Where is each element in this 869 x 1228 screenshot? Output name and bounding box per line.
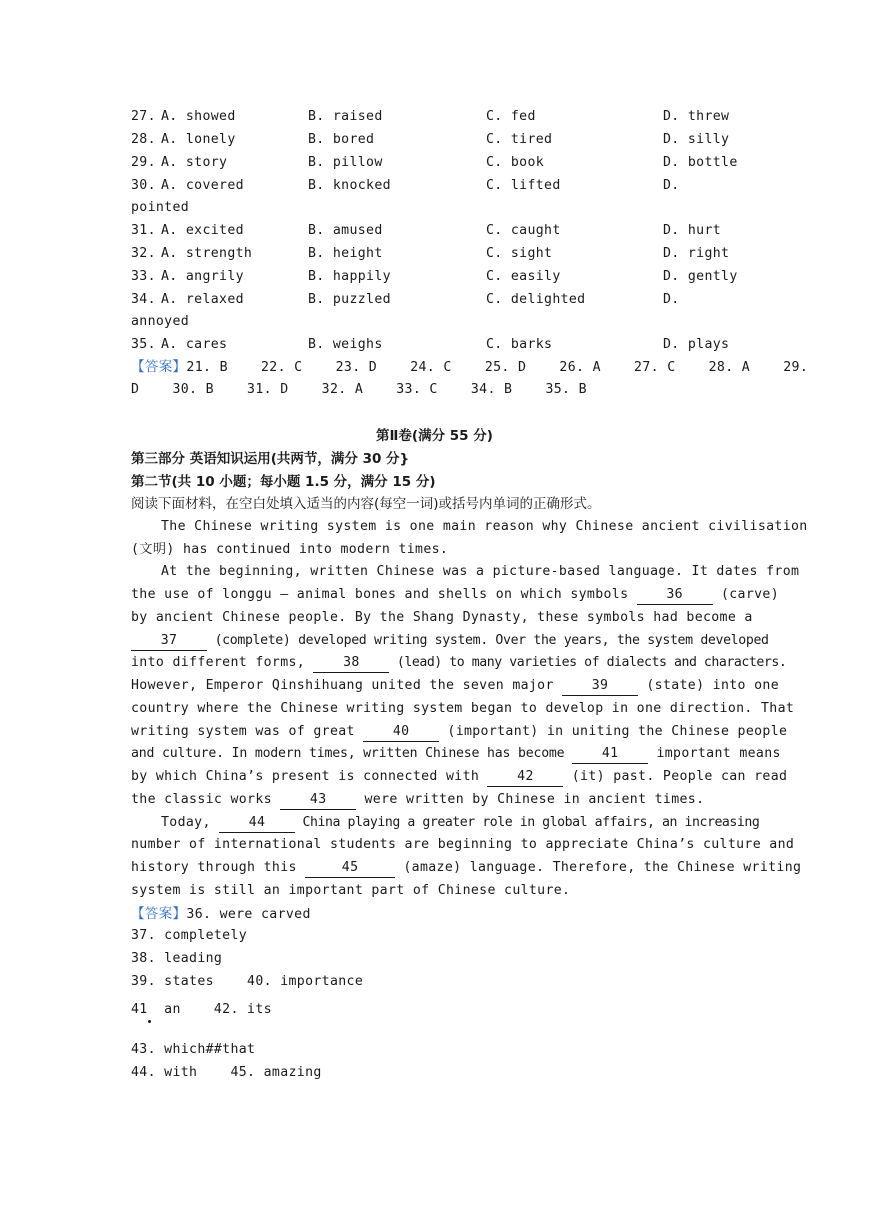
passage-line: by ancient Chinese people. By the Shang Dynasty, these symbols had become a: [131, 610, 753, 625]
passage-line: [131, 744, 781, 764]
answer-keys-1: 21. B 22. C 23. D 24. C 25. D 26. A 27. C 28. A 29.: [186, 360, 809, 375]
passage-text: (carve): [712, 587, 779, 602]
answer-tag: 【答案】: [131, 359, 187, 375]
blank-39[interactable]: 39: [562, 677, 638, 696]
passage-text: history through this: [131, 860, 306, 875]
option-c: C. caught: [486, 223, 561, 238]
section-title: 第Ⅱ卷(满分 55 分): [376, 428, 493, 444]
passage-text: (it) past. People can read: [563, 769, 788, 784]
answer-key: 39. states 40. importance: [131, 974, 364, 989]
passage-text: (complete) developed writing system. Over the years, the system developed: [207, 633, 769, 648]
option-a: A. strength: [161, 246, 253, 261]
answer-line-3: [131, 904, 311, 924]
stray-dot: [148, 1020, 151, 1023]
passage-line: [131, 676, 779, 696]
question-number: 33.: [131, 269, 156, 284]
passage-line: [131, 858, 801, 878]
passage-text: important means: [648, 746, 781, 761]
answer-line-1: [131, 357, 808, 377]
blank-42[interactable]: 42: [487, 768, 563, 787]
question-number: 31.: [131, 223, 156, 238]
question-number: 30.: [131, 178, 156, 193]
question-number: 35.: [131, 337, 156, 352]
question-number: 34.: [131, 292, 156, 307]
answer-key: 37. completely: [131, 928, 248, 943]
answer-key: 43. which##that: [131, 1042, 256, 1057]
passage-line: country where the Chinese writing system began to develop in one direction. That: [131, 701, 795, 716]
blank-44[interactable]: 44: [219, 814, 295, 833]
option-c: C. barks: [486, 337, 553, 352]
option-d-wrap: annoyed: [131, 314, 190, 329]
passage-line: (文明) has continued into modern times.: [131, 542, 449, 557]
option-d: D.: [663, 292, 680, 307]
option-c: C. book: [486, 155, 545, 170]
passage-text: China playing a greater role in global affairs, an increasing: [295, 815, 760, 830]
instruction: 阅读下面材料，在空白处填入适当的内容(每空一词)或括号内单词的正确形式。: [131, 496, 601, 512]
passage-line: [161, 813, 759, 833]
option-c: C. fed: [486, 109, 536, 124]
passage-line: At the beginning, written Chinese was a picture-based language. It dates from: [161, 564, 800, 579]
passage-text: the use of longgu — animal bones and shells on which symbols: [131, 587, 637, 602]
passage-line: The Chinese writing system is one main reason why Chinese ancient civilisation: [161, 519, 808, 534]
option-d: D. bottle: [663, 155, 738, 170]
option-b: B. puzzled: [308, 292, 391, 307]
blank-45[interactable]: 45: [305, 859, 395, 878]
answer-tag: 【答案】: [131, 906, 187, 922]
option-d: D.: [663, 178, 680, 193]
answer-key: 44. with 45. amazing: [131, 1065, 322, 1080]
passage-line: [131, 722, 787, 742]
option-c: C. delighted: [486, 292, 586, 307]
option-a: A. cares: [161, 337, 228, 352]
option-b: B. raised: [308, 109, 383, 124]
option-d: D. threw: [663, 109, 730, 124]
passage-text: (state) into one: [638, 678, 779, 693]
passage-text: by which China’s present is connected with: [131, 769, 488, 784]
option-b: B. height: [308, 246, 383, 261]
option-c: C. sight: [486, 246, 553, 261]
part-title: 第三部分 英语知识运用(共两节，满分 30 分}: [131, 451, 410, 467]
passage-text: into different forms,: [131, 655, 314, 670]
option-d: D. right: [663, 246, 730, 261]
passage-text: were written by Chinese in ancient times.: [356, 792, 705, 807]
option-a: A. angrily: [161, 269, 244, 284]
blank-40[interactable]: 40: [363, 723, 439, 742]
option-c: C. easily: [486, 269, 561, 284]
passage-line: [131, 631, 769, 651]
option-d-wrap: pointed: [131, 200, 190, 215]
answer-line-2: D 30. B 31. D 32. A 33. C 34. B 35. B: [131, 382, 587, 397]
option-a: A. showed: [161, 109, 236, 124]
passage-text: and culture. In modern times, written Chinese has become: [131, 746, 573, 761]
option-c: C. tired: [486, 132, 553, 147]
passage-text: However, Emperor Qinshihuang united the seven major: [131, 678, 563, 693]
passage-line: number of international students are beginning to appreciate China’s culture and: [131, 837, 795, 852]
option-b: B. bored: [308, 132, 375, 147]
passage-text: (important) in uniting the Chinese people: [439, 724, 788, 739]
option-b: B. pillow: [308, 155, 383, 170]
option-d: D. plays: [663, 337, 730, 352]
passage-line: system is still an important part of Chinese culture.: [131, 883, 571, 898]
option-a: A. lonely: [161, 132, 236, 147]
option-a: A. covered: [161, 178, 244, 193]
blank-41[interactable]: 41: [572, 745, 648, 764]
blank-37[interactable]: 37: [131, 632, 207, 651]
passage-line: [131, 790, 704, 810]
passage-text: (amaze) language. Therefore, the Chinese writing: [395, 860, 802, 875]
question-number: 28.: [131, 132, 156, 147]
option-b: B. happily: [308, 269, 391, 284]
option-a: A. excited: [161, 223, 244, 238]
subsection-title: 第二节(共 10 小题；每小题 1.5 分，满分 15 分): [131, 474, 436, 490]
passage-text: Today,: [161, 815, 220, 830]
question-number: 32.: [131, 246, 156, 261]
passage-text: the classic works: [131, 792, 281, 807]
option-a: A. relaxed: [161, 292, 244, 307]
question-number: 27.: [131, 109, 156, 124]
passage-line: [131, 653, 786, 673]
passage-line: [131, 767, 787, 787]
blank-36[interactable]: 36: [637, 586, 713, 605]
passage-text: (lead) to many varieties of dialects and characters.: [389, 655, 787, 670]
passage-text: writing system was of great: [131, 724, 364, 739]
option-d: D. silly: [663, 132, 730, 147]
option-d: D. gently: [663, 269, 738, 284]
option-b: B. amused: [308, 223, 383, 238]
option-d: D. hurt: [663, 223, 722, 238]
option-b: B. knocked: [308, 178, 391, 193]
option-b: B. weighs: [308, 337, 383, 352]
answer-key: 38. leading: [131, 951, 223, 966]
option-c: C. lifted: [486, 178, 561, 193]
blank-38[interactable]: 38: [313, 654, 389, 673]
answer-key: 41 an 42. its: [131, 1002, 272, 1017]
passage-line: [131, 585, 779, 605]
option-a: A. story: [161, 155, 228, 170]
question-number: 29.: [131, 155, 156, 170]
blank-43[interactable]: 43: [280, 791, 356, 810]
answer-key: 36. were carved: [186, 907, 311, 922]
